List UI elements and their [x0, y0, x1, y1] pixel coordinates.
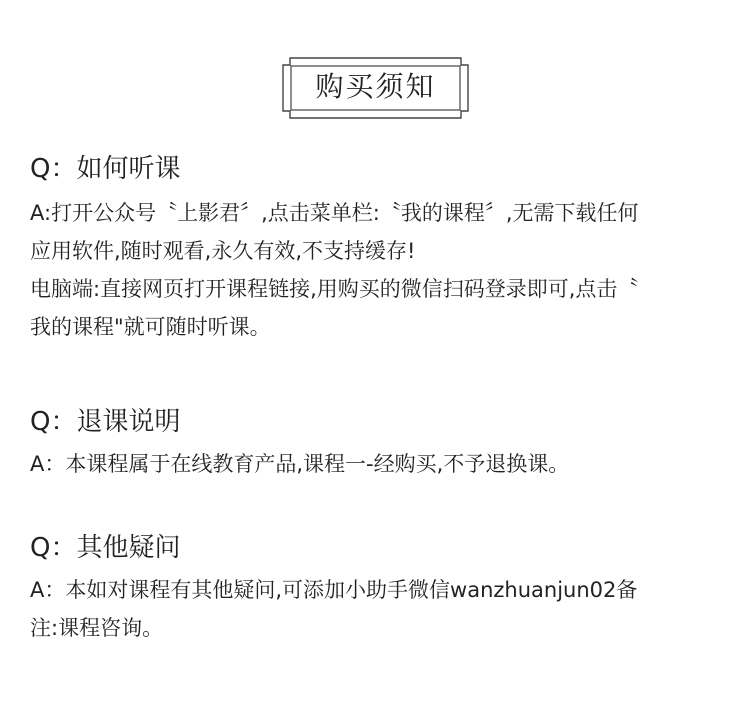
title-badge	[282, 57, 469, 119]
faq-question: Q：其他疑问	[30, 533, 181, 563]
faq-answer-line: A:打开公众号〝上影君〞,点击菜单栏:〝我的课程〞,无需下载任何	[30, 201, 639, 225]
faq-answer-line: 注:课程咨询。	[30, 616, 164, 640]
faq-answer-line: 电脑端:直接网页打开课程链接,用购买的微信扫码登录即可,点击〝	[30, 277, 639, 301]
faq-question: Q：退课说明	[30, 407, 181, 437]
faq-answer-line: A：本如对课程有其他疑问,可添加小助手微信wanzhuanjun02备	[30, 578, 638, 602]
faq-question: Q：如何听课	[30, 154, 181, 184]
faq-answer-line: 我的课程"就可随时听课。	[30, 315, 271, 339]
faq-answer-line: A：本课程属于在线教育产品,课程一-经购买,不予退换课。	[30, 452, 570, 476]
faq-section-refund-policy	[30, 405, 730, 478]
faq-section-how-to-attend	[30, 152, 730, 341]
page-title: 购买须知	[315, 70, 436, 103]
faq-section-other-questions	[30, 531, 730, 642]
faq-answer-line: 应用软件,随时观看,永久有效,不支持缓存!	[30, 239, 416, 263]
